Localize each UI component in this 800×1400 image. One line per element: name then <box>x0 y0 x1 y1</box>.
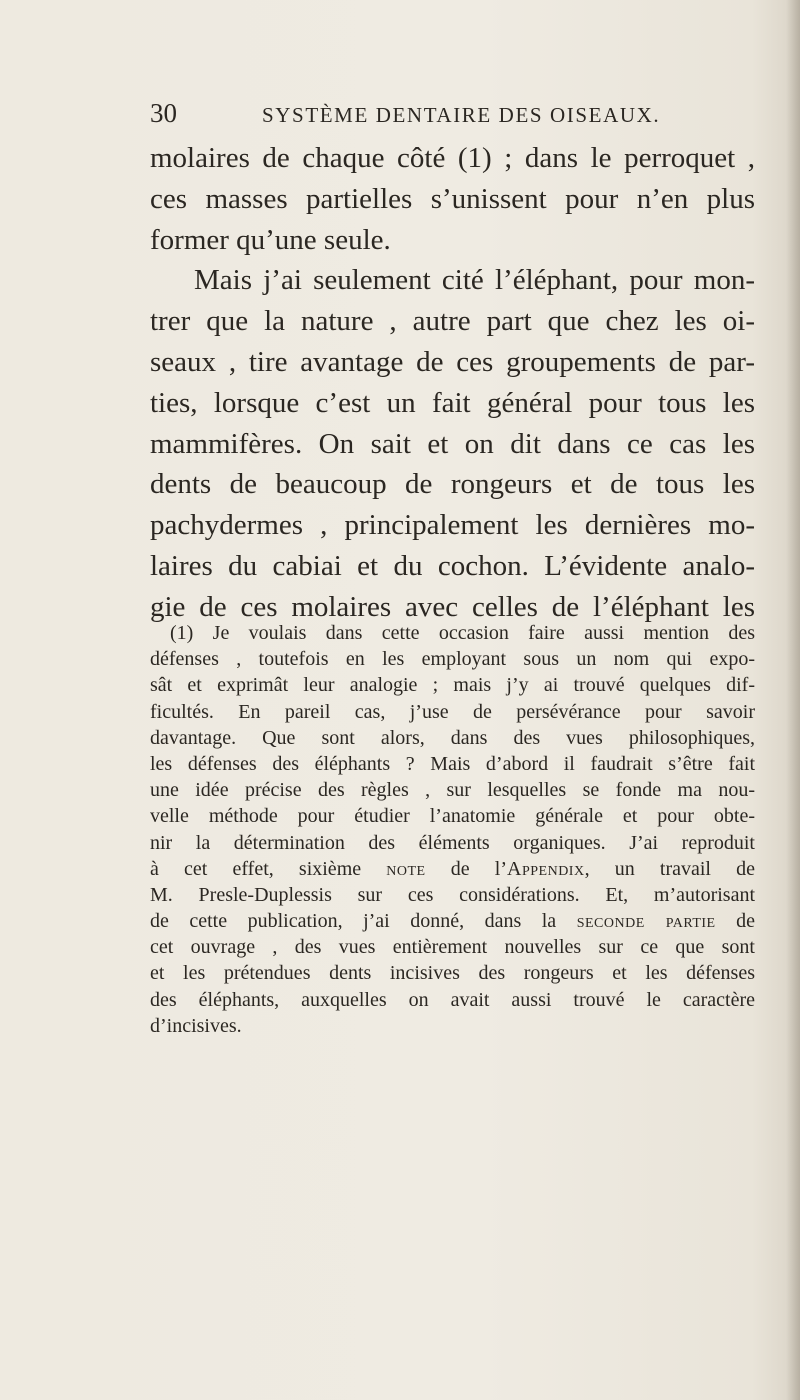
text-line: former qu’une seule. <box>150 223 391 256</box>
text-line: pachydermes , principalement les dernières mo- <box>150 509 755 542</box>
footnote <box>150 620 755 1039</box>
footnote-line: d’incisives. <box>150 1014 242 1037</box>
text-line: molaires de chaque côté (1) ; dans le perroquet , <box>150 142 755 174</box>
page-header <box>150 93 750 133</box>
text-line: ties, lorsque c’est un fait général pour tous les <box>150 386 755 419</box>
note-reference: note <box>386 857 426 880</box>
page-number: 30 <box>150 98 177 128</box>
footnote-line: défenses , toutefois en les employant sous un nom qui expo- <box>150 648 755 671</box>
footnote-line: ficultés. En pareil cas, j’use de persévérance pour savoir <box>150 700 755 723</box>
text-line: mammifères. On sait et on dit dans ce cas les <box>150 427 755 460</box>
footnote-line: davantage. Que sont alors, dans des vues philosophiques, <box>150 726 755 749</box>
seconde-partie-reference: seconde partie <box>576 910 716 933</box>
text-line: dents de beaucoup de rongeurs et de tous les <box>150 468 755 501</box>
footnote-line: M. Presle-Duplessis sur ces considérations. Et, m’autorisant <box>150 883 755 906</box>
text-line: trer que la nature , autre part que chez les oi- <box>150 305 755 338</box>
footnote-line: des éléphants, auxquelles on avait aussi trouvé le caractère <box>150 988 755 1011</box>
footnote-line: une idée précise des règles , sur lesquelles se fonde ma nou- <box>150 779 755 802</box>
footnote-text: de cette publication, j’ai donné, dans la <box>150 910 577 933</box>
footnote-line: (1) Je voulais dans cette occasion faire aussi mention des <box>170 622 755 644</box>
footnote-line: velle méthode pour étudier l’anatomie générale et pour obte- <box>150 805 755 828</box>
footnote-text: à cet effet, sixième <box>150 857 387 880</box>
footnote-line <box>150 908 755 934</box>
footnote-line: sât et exprimât leur analogie ; mais j’y ai trouvé quelques dif- <box>150 674 755 697</box>
footnote-line: et les prétendues dents incisives des rongeurs et les défenses <box>150 962 755 985</box>
text-line: laires du cabiai et du cochon. L’évidente analo- <box>150 549 755 582</box>
text-line: gie de ces molaires avec celles de l’éléphant les <box>150 590 755 623</box>
footnote-line <box>150 856 755 882</box>
footnote-line: cet ouvrage , des vues entièrement nouvelles sur ce que sont <box>150 936 755 959</box>
appendix-reference: Appendix <box>507 857 585 880</box>
page-edge-shadow <box>786 0 800 1400</box>
footnote-line: les défenses des éléphants ? Mais d’abord il faudrait s’être fait <box>150 752 755 775</box>
main-text <box>150 138 755 628</box>
footnote-text: , un travail de <box>584 857 755 880</box>
text-line: ces masses partielles s’unissent pour n’en plus <box>150 182 755 215</box>
text-line: Mais j’ai seulement cité l’éléphant, pour mon- <box>194 264 755 297</box>
footnote-line: nir la détermination des éléments organiques. J’ai reproduit <box>150 831 755 854</box>
text-line: seaux , tire avantage de ces groupements de par- <box>150 345 755 378</box>
footnote-text: de <box>715 910 755 933</box>
footnote-text: de l’ <box>425 857 508 880</box>
running-title: SYSTÈME DENTAIRE DES OISEAUX. <box>262 103 661 127</box>
